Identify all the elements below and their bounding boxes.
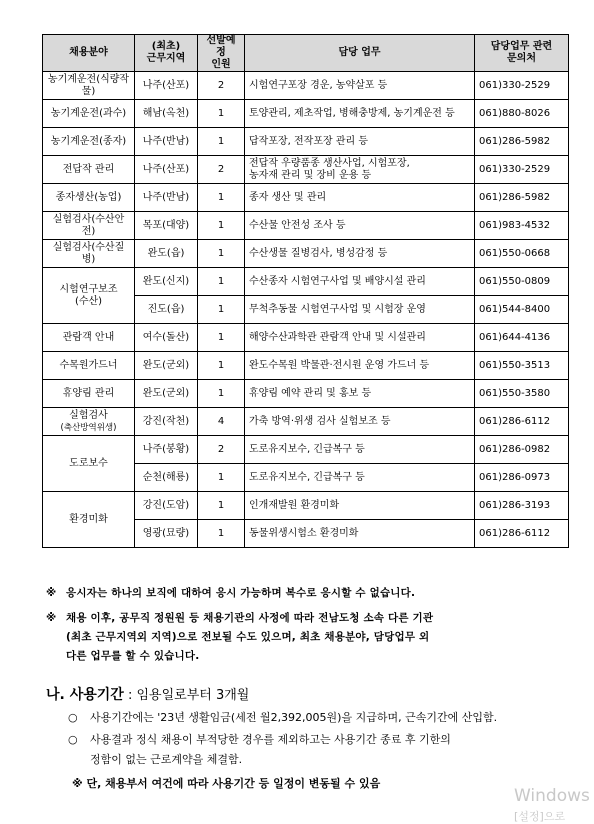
cell-duty: 도로유지보수, 긴급복구 등 bbox=[245, 436, 475, 464]
note-text: (최초 근무지역외 지역)으로 전보될 수도 있으며, 최초 채용분야, 담당업무 외 bbox=[66, 631, 430, 643]
section-heading: 나. 사용기간 bbox=[46, 687, 124, 703]
cell-field: 농기계운전(과수) bbox=[43, 100, 135, 128]
cell-phone: 061)286-0973 bbox=[475, 464, 569, 492]
cell-duty: 수산종자 시험연구사업 및 배양시설 관리 bbox=[245, 268, 475, 296]
cell-count: 1 bbox=[198, 492, 245, 520]
cell-field: 시험연구보조 (수산) bbox=[43, 268, 135, 324]
header-duty: 담당 업무 bbox=[245, 35, 475, 72]
table-row bbox=[43, 184, 569, 212]
cell-duty: 수산생물 질병검사, 병성감정 등 bbox=[245, 240, 475, 268]
cell-count: 1 bbox=[198, 184, 245, 212]
cell-count: 4 bbox=[198, 408, 245, 436]
table-row bbox=[43, 352, 569, 380]
table-header-row bbox=[43, 35, 569, 72]
cell-field: 농기계운전(종자) bbox=[43, 128, 135, 156]
cell-phone: 061)286-5982 bbox=[475, 184, 569, 212]
cell-phone: 061)330-2529 bbox=[475, 72, 569, 100]
cell-duty: 전답작 우량품종 생산사업, 시험포장, 농자재 관리 및 장비 운용 등 bbox=[245, 156, 475, 184]
cell-phone: 061)550-0809 bbox=[475, 268, 569, 296]
cell-duty: 휴양림 예약 관리 및 홍보 등 bbox=[245, 380, 475, 408]
cell-duty: 도로유지보수, 긴급복구 등 bbox=[245, 464, 475, 492]
job-table bbox=[42, 34, 569, 548]
cell-phone: 061)983-4532 bbox=[475, 212, 569, 240]
cell-location: 진도(읍) bbox=[135, 296, 198, 324]
cell-location: 강진(도암) bbox=[135, 492, 198, 520]
header-location: (최초) 근무지역 bbox=[135, 35, 198, 72]
cell-field: 휴양림 관리 bbox=[43, 380, 135, 408]
cell-count: 1 bbox=[198, 128, 245, 156]
table-row bbox=[43, 156, 569, 184]
cell-duty: 해양수산과학관 관람객 안내 및 시설관리 bbox=[245, 324, 475, 352]
cell-count: 1 bbox=[198, 100, 245, 128]
cell-duty: 시험연구포장 경운, 농약살포 등 bbox=[245, 72, 475, 100]
note-mark: ※ bbox=[46, 587, 57, 599]
note-text: 채용 이후, 공무직 정원원 등 채용기관의 사정에 따라 전남도청 소속 다른 기관 bbox=[66, 612, 434, 624]
cell-phone: 061)286-3193 bbox=[475, 492, 569, 520]
note-transfer bbox=[46, 609, 576, 666]
cell-phone: 061)550-0668 bbox=[475, 240, 569, 268]
cell-field: 수목원가드너 bbox=[43, 352, 135, 380]
cell-duty: 토양관리, 제초작업, 병해충방제, 농기계운전 등 bbox=[245, 100, 475, 128]
table-row bbox=[43, 380, 569, 408]
cell-count: 1 bbox=[198, 296, 245, 324]
note-text: 다른 업무를 할 수 있습니다. bbox=[66, 650, 200, 662]
cell-phone: 061)286-0982 bbox=[475, 436, 569, 464]
cell-location: 순천(해룡) bbox=[135, 464, 198, 492]
table-row bbox=[43, 240, 569, 268]
note-text: 응시자는 하나의 보직에 대하여 응시 가능하며 복수로 응시할 수 없습니다. bbox=[66, 587, 416, 599]
cell-phone: 061)550-3513 bbox=[475, 352, 569, 380]
bullet-circle-icon: ○ bbox=[68, 711, 78, 724]
table-row bbox=[43, 72, 569, 100]
cell-location: 나주(산포) bbox=[135, 72, 198, 100]
cell-count: 1 bbox=[198, 324, 245, 352]
cell-phone: 061)286-5982 bbox=[475, 128, 569, 156]
cell-count: 2 bbox=[198, 72, 245, 100]
cell-phone: 061)330-2529 bbox=[475, 156, 569, 184]
cell-location: 나주(봉황) bbox=[135, 436, 198, 464]
header-contact: 담당업무 관련 문의처 bbox=[475, 35, 569, 72]
cell-count: 1 bbox=[198, 520, 245, 548]
cell-duty: 인개재발원 환경미화 bbox=[245, 492, 475, 520]
table-row bbox=[43, 212, 569, 240]
cell-location: 목포(대양) bbox=[135, 212, 198, 240]
note-mark: ※ bbox=[46, 612, 57, 624]
cell-location: 해남(옥천) bbox=[135, 100, 198, 128]
cell-duty: 무척추동물 시험연구사업 및 시험장 운영 bbox=[245, 296, 475, 324]
cell-count: 2 bbox=[198, 156, 245, 184]
section-probation-period bbox=[46, 684, 249, 704]
cell-location: 나주(산포) bbox=[135, 156, 198, 184]
cell-field: 관람객 안내 bbox=[43, 324, 135, 352]
bullet-wage bbox=[68, 708, 578, 728]
cell-location: 완도(신지) bbox=[135, 268, 198, 296]
table-row bbox=[43, 324, 569, 352]
table-row bbox=[43, 128, 569, 156]
cell-field: 전답작 관리 bbox=[43, 156, 135, 184]
table-row bbox=[43, 268, 569, 296]
cell-location: 나주(반남) bbox=[135, 184, 198, 212]
cell-phone: 061)286-6112 bbox=[475, 408, 569, 436]
cell-location: 나주(반남) bbox=[135, 128, 198, 156]
cell-phone: 061)644-4136 bbox=[475, 324, 569, 352]
note-single-application bbox=[46, 584, 576, 603]
cell-count: 1 bbox=[198, 352, 245, 380]
cell-count: 1 bbox=[198, 464, 245, 492]
cell-count: 1 bbox=[198, 380, 245, 408]
bullet-contract bbox=[68, 730, 578, 770]
cell-field: 실험검사(수산안전) bbox=[43, 212, 135, 240]
bullet-circle-icon: ○ bbox=[68, 733, 78, 746]
cell-location: 완도(군외) bbox=[135, 352, 198, 380]
bullet-text: 정함이 없는 근로계약을 체결함. bbox=[90, 753, 243, 766]
cell-field: 실험검사 (축산방역위생) bbox=[43, 408, 135, 436]
cell-count: 2 bbox=[198, 436, 245, 464]
cell-count: 1 bbox=[198, 268, 245, 296]
cell-field: 농기계운전(식량작물) bbox=[43, 72, 135, 100]
schedule-change-note: ※ 단, 채용부서 여건에 따라 사용기간 등 일정이 변동될 수 있음 bbox=[72, 777, 381, 790]
bullet-text: 사용기간에는 '23년 생활임금(세전 월2,392,005원)을 지급하며, 근속기간에 산입함. bbox=[90, 711, 498, 724]
cell-duty: 동물위생시험소 환경미화 bbox=[245, 520, 475, 548]
table-row bbox=[43, 436, 569, 464]
table-row bbox=[43, 408, 569, 436]
cell-location: 영광(묘량) bbox=[135, 520, 198, 548]
cell-location: 완도(군외) bbox=[135, 380, 198, 408]
bullet-text: 사용결과 정식 채용이 부적당한 경우를 제외하고는 사용기간 종료 후 기한의 bbox=[90, 733, 451, 746]
table-row bbox=[43, 100, 569, 128]
cell-location: 여수(돌산) bbox=[135, 324, 198, 352]
cell-duty: 완도수목원 박물관·전시원 운영 가드너 등 bbox=[245, 352, 475, 380]
cell-count: 1 bbox=[198, 212, 245, 240]
windows-activation-watermark: Windows bbox=[514, 786, 590, 806]
table-row bbox=[43, 492, 569, 520]
header-count: 선발예정 인원 bbox=[198, 35, 245, 72]
cell-duty: 가축 방역·위생 검사 실험보조 등 bbox=[245, 408, 475, 436]
cell-count: 1 bbox=[198, 240, 245, 268]
cell-field: 환경미화 bbox=[43, 492, 135, 548]
cell-phone: 061)544-8400 bbox=[475, 296, 569, 324]
cell-phone: 061)550-3580 bbox=[475, 380, 569, 408]
cell-duty: 종자 생산 및 관리 bbox=[245, 184, 475, 212]
windows-activation-subtext: [설정]으로 bbox=[514, 810, 566, 823]
cell-phone: 061)286-6112 bbox=[475, 520, 569, 548]
cell-duty: 답작포장, 전작포장 관리 등 bbox=[245, 128, 475, 156]
cell-field: 종자생산(농업) bbox=[43, 184, 135, 212]
cell-location: 강진(작천) bbox=[135, 408, 198, 436]
cell-location: 완도(읍) bbox=[135, 240, 198, 268]
cell-phone: 061)880-8026 bbox=[475, 100, 569, 128]
cell-field: 도로보수 bbox=[43, 436, 135, 492]
cell-duty: 수산물 안전성 조사 등 bbox=[245, 212, 475, 240]
header-field: 채용분야 bbox=[43, 35, 135, 72]
section-value: : 임용일로부터 3개월 bbox=[127, 688, 250, 703]
cell-field: 실험검사(수산질병) bbox=[43, 240, 135, 268]
